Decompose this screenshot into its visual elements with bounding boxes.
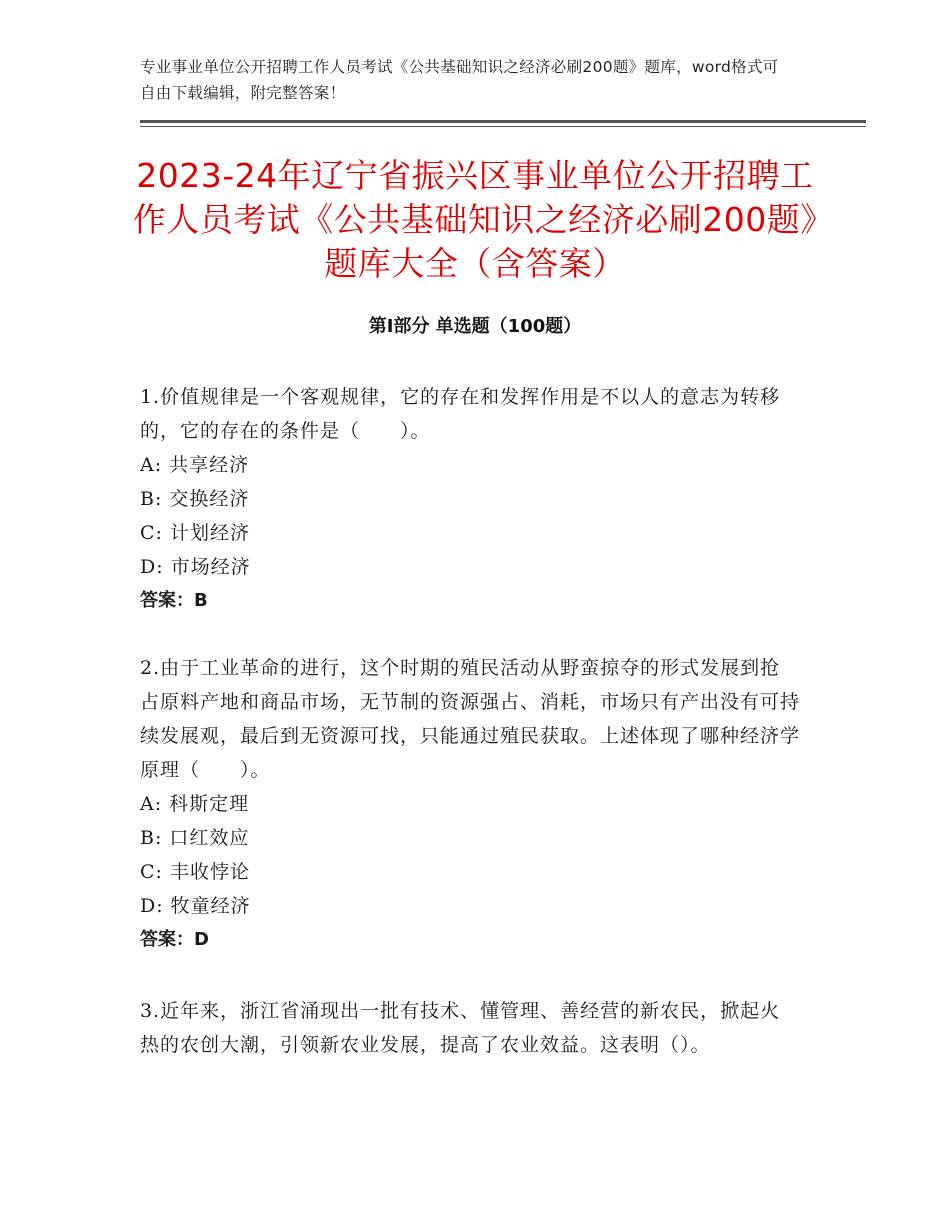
document-title: 2023-24年辽宁省振兴区事业单位公开招聘工作人员考试《公共基础知识之经济必刷200题》题库大全（含答案） (132, 156, 818, 283)
option-b: B: 交换经济 (140, 488, 250, 510)
answer: 答案：D (140, 929, 209, 950)
option-c: C: 丰收悖论 (140, 861, 250, 883)
option-a: A: 共享经济 (140, 454, 250, 476)
option-c: C: 计划经济 (140, 522, 250, 544)
header-note: 专业事业单位公开招聘工作人员考试《公共基础知识之经济必刷200题》题库，word格式可自由下载编辑，附完整答案！ (140, 58, 779, 102)
question-3 (140, 994, 800, 1062)
option-b: B: 口红效应 (140, 827, 250, 849)
section-title: 第Ⅰ部分 单选题（100题） (368, 316, 582, 337)
answer: 答案：B (140, 590, 208, 611)
option-a: A: 科斯定理 (140, 793, 250, 815)
question-stem: 3.近年来，浙江省涌现出一批有技术、懂管理、善经营的新农民，掀起火热的农创大潮，引领新农业发展，提高了农业效益。这表明（）。 (140, 1000, 781, 1056)
header-rule-thick (140, 120, 866, 123)
question-stem: 1.价值规律是一个客观规律，它的存在和发挥作用是不以人的意志为转移的，它的存在的条件是（ ）。 (140, 386, 781, 442)
option-d: D: 牧童经济 (140, 895, 251, 917)
option-d: D: 市场经济 (140, 556, 251, 578)
question-stem: 2.由于工业革命的进行，这个时期的殖民活动从野蛮掠夺的形式发展到抢占原料产地和商品市场，无节制的资源强占、消耗，市场只有产出没有可持续发展观，最后到无资源可找，只能通过殖民获取。上述体现了哪种经济学原理（ ）。 (140, 657, 801, 781)
question-2 (140, 651, 800, 957)
question-1 (140, 380, 800, 618)
header-rule-thin (140, 126, 866, 127)
